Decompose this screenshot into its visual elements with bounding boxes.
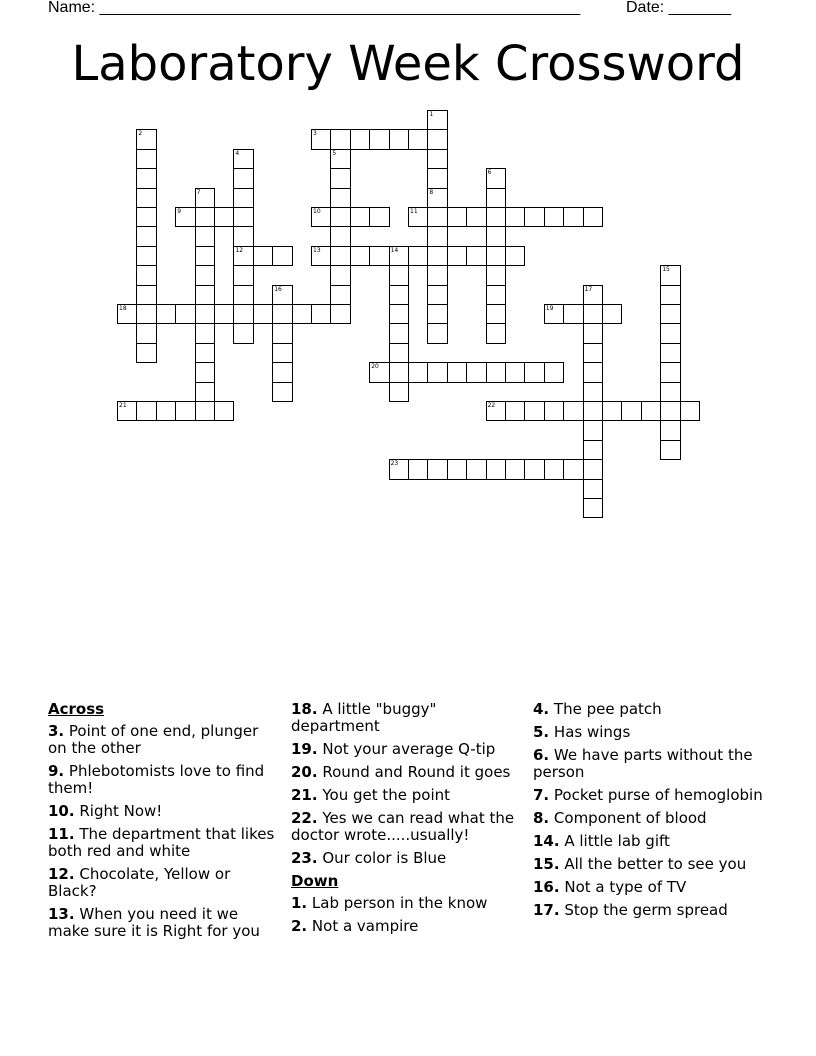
clue-number-label: 13 <box>313 246 321 254</box>
crossword-cell[interactable] <box>136 149 156 169</box>
crossword-cell[interactable] <box>136 285 156 305</box>
crossword-cell[interactable] <box>330 285 350 305</box>
crossword-cell[interactable] <box>175 304 195 324</box>
clue-text: Pocket purse of hemoglobin <box>553 786 763 804</box>
clue-number: 10. <box>48 802 75 820</box>
crossword-cell[interactable] <box>330 265 350 285</box>
clue-number: 11. <box>48 825 75 843</box>
crossword-grid <box>0 0 816 520</box>
clue-number-label: 11 <box>410 208 418 215</box>
clue-section-heading: Down <box>291 872 339 890</box>
crossword-cell[interactable] <box>447 362 467 382</box>
crossword-cell[interactable] <box>466 246 486 266</box>
clue-number-label: 12 <box>235 246 244 254</box>
crossword-cell[interactable] <box>369 246 389 266</box>
crossword-cell[interactable] <box>427 304 447 324</box>
clue-text: The department that likes both red and white <box>48 825 275 860</box>
crossword-cell[interactable] <box>680 401 700 421</box>
clue-column-2 <box>291 701 523 941</box>
crossword-cell[interactable] <box>195 246 215 266</box>
crossword-cell[interactable] <box>214 401 234 421</box>
crossword-cell[interactable] <box>447 459 467 479</box>
crossword-cell[interactable] <box>350 129 370 149</box>
crossword-cell[interactable] <box>330 246 350 266</box>
clue-number: 21. <box>291 786 318 804</box>
clue-text: Point of one end, plunger on the other <box>48 722 259 757</box>
crossword-cell[interactable] <box>486 246 506 266</box>
crossword-cell[interactable] <box>563 304 583 324</box>
crossword-cell[interactable] <box>408 129 428 149</box>
crossword-cell[interactable] <box>214 304 234 324</box>
crossword-cell[interactable] <box>602 304 622 324</box>
clue-number-label: 9 <box>177 208 182 215</box>
crossword-cell[interactable] <box>544 459 564 479</box>
crossword-cell[interactable] <box>253 304 273 324</box>
crossword-cell[interactable] <box>486 304 506 324</box>
crossword-cell[interactable] <box>136 207 156 227</box>
clue-item <box>291 850 523 867</box>
crossword-cell[interactable] <box>486 285 506 305</box>
crossword-cell[interactable] <box>156 401 176 421</box>
crossword-cell[interactable] <box>292 304 312 324</box>
crossword-cell[interactable] <box>195 401 215 421</box>
crossword-cell[interactable] <box>272 362 292 382</box>
crossword-cell[interactable] <box>544 401 564 421</box>
crossword-cell[interactable] <box>330 207 350 227</box>
crossword-cell[interactable] <box>330 129 350 149</box>
crossword-cell[interactable] <box>427 168 447 188</box>
clue-number-label: 16 <box>274 285 282 293</box>
crossword-cell[interactable] <box>621 401 641 421</box>
crossword-cell[interactable] <box>233 323 253 343</box>
clue-item <box>291 918 523 935</box>
crossword-cell[interactable] <box>486 323 506 343</box>
clue-number-label: 7 <box>196 188 201 196</box>
crossword-cell[interactable] <box>389 285 409 305</box>
crossword-cell[interactable] <box>136 226 156 246</box>
crossword-cell[interactable] <box>389 265 409 285</box>
crossword-cell[interactable] <box>505 362 525 382</box>
clue-number-label: 1 <box>429 111 434 118</box>
crossword-cell[interactable] <box>195 323 215 343</box>
crossword-cell[interactable] <box>195 362 215 382</box>
crossword-cell[interactable] <box>233 207 253 227</box>
crossword-cell[interactable] <box>524 207 544 227</box>
clue-item <box>533 724 765 741</box>
crossword-cell[interactable] <box>660 401 680 421</box>
crossword-cell[interactable] <box>486 362 506 382</box>
crossword-cell[interactable] <box>602 401 622 421</box>
clue-item <box>48 803 276 820</box>
crossword-cell[interactable] <box>272 323 292 343</box>
crossword-cell[interactable] <box>505 459 525 479</box>
clue-number-label: 5 <box>332 149 337 157</box>
crossword-cell[interactable] <box>389 362 409 382</box>
date-field[interactable]: Date: _______ <box>626 0 731 16</box>
clue-number: 3. <box>48 722 65 740</box>
clue-item <box>533 902 765 919</box>
clue-item <box>533 856 765 873</box>
crossword-cell[interactable] <box>195 226 215 246</box>
clue-item <box>48 906 276 940</box>
crossword-cell[interactable] <box>272 343 292 363</box>
clue-section-heading: Across <box>48 700 105 718</box>
clue-text: Our color is Blue <box>322 849 447 867</box>
clue-item <box>533 701 765 718</box>
crossword-cell[interactable] <box>136 168 156 188</box>
crossword-cell[interactable] <box>330 226 350 246</box>
crossword-cell[interactable] <box>427 149 447 169</box>
crossword-cell[interactable] <box>389 382 409 402</box>
crossword-cell[interactable] <box>311 304 331 324</box>
clue-number-label: 23 <box>390 460 399 468</box>
crossword-cell[interactable] <box>427 129 447 149</box>
crossword-cell[interactable] <box>389 343 409 363</box>
clue-number: 15. <box>533 855 560 873</box>
crossword-cell[interactable] <box>389 129 409 149</box>
clue-number-label: 17 <box>584 285 593 293</box>
clue-text: Lab person in the know <box>311 894 488 912</box>
clue-item <box>291 741 523 758</box>
crossword-cell[interactable] <box>524 362 544 382</box>
clue-item <box>48 723 276 757</box>
clue-number-label: 4 <box>235 149 240 157</box>
crossword-cell[interactable] <box>583 323 603 343</box>
crossword-cell[interactable] <box>486 207 506 227</box>
crossword-cell[interactable] <box>136 401 156 421</box>
crossword-cell[interactable] <box>505 207 525 227</box>
crossword-cell[interactable] <box>660 285 680 305</box>
crossword-cell[interactable] <box>447 207 467 227</box>
crossword-cell[interactable] <box>583 479 603 499</box>
crossword-cell[interactable] <box>660 343 680 363</box>
crossword-cell[interactable] <box>427 323 447 343</box>
crossword-cell[interactable] <box>233 168 253 188</box>
crossword-cell[interactable] <box>660 440 680 460</box>
clue-text: Yes we can read what the doctor wrote.....usually! <box>291 809 515 844</box>
clue-column-3 <box>533 701 765 925</box>
clue-text: We have parts without the person <box>533 746 753 781</box>
clue-text: A little lab gift <box>564 832 670 850</box>
crossword-cell[interactable] <box>350 207 370 227</box>
clue-item <box>291 895 523 912</box>
clue-text: Chocolate, Yellow or Black? <box>48 865 231 900</box>
clue-number: 7. <box>533 786 550 804</box>
clue-text: Has wings <box>553 723 631 741</box>
crossword-cell[interactable] <box>486 459 506 479</box>
clue-number-label: 20 <box>371 363 379 371</box>
crossword-cell[interactable] <box>427 226 447 246</box>
crossword-cell[interactable] <box>195 285 215 305</box>
crossword-cell[interactable] <box>427 459 447 479</box>
clue-number: 4. <box>533 700 550 718</box>
clue-text: Not a type of TV <box>564 878 687 896</box>
clue-item <box>48 866 276 900</box>
clue-item <box>48 826 276 860</box>
crossword-cell[interactable] <box>563 459 583 479</box>
clue-number: 2. <box>291 917 308 935</box>
clue-number: 19. <box>291 740 318 758</box>
clue-text: When you need it we make sure it is Right for you <box>48 905 260 940</box>
clue-text: Round and Round it goes <box>322 763 511 781</box>
crossword-cell[interactable] <box>408 459 428 479</box>
clue-number: 13. <box>48 905 75 923</box>
crossword-cell[interactable] <box>583 459 603 479</box>
crossword-cell[interactable] <box>505 401 525 421</box>
crossword-cell[interactable] <box>583 362 603 382</box>
clue-text: The pee patch <box>553 700 662 718</box>
clue-text: You get the point <box>322 786 451 804</box>
crossword-cell[interactable] <box>466 459 486 479</box>
clue-number-label: 6 <box>487 169 492 177</box>
crossword-cell[interactable] <box>136 343 156 363</box>
clue-number: 17. <box>533 901 560 919</box>
clue-item <box>291 810 523 844</box>
crossword-cell[interactable] <box>544 362 564 382</box>
crossword-cell[interactable] <box>408 246 428 266</box>
clue-text: Component of blood <box>553 809 707 827</box>
crossword-cell[interactable] <box>175 401 195 421</box>
clue-number-label: 8 <box>429 188 434 196</box>
crossword-cell[interactable] <box>486 265 506 285</box>
crossword-cell[interactable] <box>272 246 292 266</box>
crossword-cell[interactable] <box>466 362 486 382</box>
crossword-cell[interactable] <box>214 207 234 227</box>
crossword-cell[interactable] <box>369 207 389 227</box>
crossword-cell[interactable] <box>447 246 467 266</box>
clue-number: 9. <box>48 762 65 780</box>
crossword-cell[interactable] <box>195 304 215 324</box>
crossword-cell[interactable] <box>195 207 215 227</box>
clue-number-label: 21 <box>119 402 127 409</box>
crossword-cell[interactable] <box>583 401 603 421</box>
clue-item <box>533 833 765 850</box>
crossword-cell[interactable] <box>136 323 156 343</box>
crossword-cell[interactable] <box>583 382 603 402</box>
clue-item <box>291 787 523 804</box>
clue-text: Not a vampire <box>311 917 419 935</box>
crossword-cell[interactable] <box>233 188 253 208</box>
clue-number: 14. <box>533 832 560 850</box>
clue-number: 6. <box>533 746 550 764</box>
crossword-cell[interactable] <box>272 304 292 324</box>
clue-item <box>533 810 765 827</box>
clue-number-label: 3 <box>313 130 317 138</box>
clue-text: A little "buggy" department <box>291 700 437 735</box>
clue-number-label: 22 <box>487 402 496 409</box>
clue-number-label: 18 <box>119 305 127 312</box>
crossword-cell[interactable] <box>136 265 156 285</box>
clue-item <box>291 764 523 781</box>
clue-text: Stop the germ spread <box>564 901 728 919</box>
crossword-cell[interactable] <box>583 304 603 324</box>
crossword-cell[interactable] <box>583 420 603 440</box>
crossword-cell[interactable] <box>427 246 447 266</box>
clue-number: 22. <box>291 809 318 827</box>
clue-number-label: 10 <box>313 208 321 215</box>
crossword-cell[interactable] <box>330 168 350 188</box>
crossword-cell[interactable] <box>544 207 564 227</box>
clue-number: 16. <box>533 878 560 896</box>
clue-item <box>48 763 276 797</box>
crossword-cell[interactable] <box>427 285 447 305</box>
clue-number-label: 2 <box>138 130 143 138</box>
crossword-cell[interactable] <box>466 207 486 227</box>
page-title: Laboratory Week Crossword <box>71 36 745 92</box>
crossword-cell[interactable] <box>195 265 215 285</box>
crossword-cell[interactable] <box>156 304 176 324</box>
clue-number: 8. <box>533 809 550 827</box>
clue-item <box>533 787 765 804</box>
clue-number-label: 19 <box>545 305 554 312</box>
clue-item <box>291 701 523 735</box>
clue-column-1 <box>48 701 276 946</box>
crossword-cell[interactable] <box>427 265 447 285</box>
crossword-cell[interactable] <box>369 129 389 149</box>
clue-number: 20. <box>291 763 318 781</box>
clue-item <box>533 879 765 896</box>
crossword-cell[interactable] <box>486 226 506 246</box>
clue-number: 1. <box>291 894 308 912</box>
crossword-cell[interactable] <box>233 285 253 305</box>
crossword-cell[interactable] <box>253 246 273 266</box>
crossword-cell[interactable] <box>233 304 253 324</box>
crossword-cell[interactable] <box>660 362 680 382</box>
crossword-cell[interactable] <box>583 498 603 518</box>
clue-text: Phlebotomists love to find them! <box>48 762 265 797</box>
crossword-cell[interactable] <box>195 343 215 363</box>
clue-number-label: 15 <box>662 266 670 274</box>
crossword-cell[interactable] <box>486 188 506 208</box>
crossword-cell[interactable] <box>524 459 544 479</box>
clue-number: 23. <box>291 849 318 867</box>
clue-number: 12. <box>48 865 75 883</box>
clue-text: Not your average Q-tip <box>322 740 496 758</box>
crossword-cell[interactable] <box>195 382 215 402</box>
crossword-cell[interactable] <box>524 401 544 421</box>
name-field[interactable]: Name: ______________________________________________________ <box>48 0 581 16</box>
clue-number: 18. <box>291 700 318 718</box>
crossword-cell[interactable] <box>563 401 583 421</box>
clue-number-label: 14 <box>390 246 399 254</box>
crossword-cell[interactable] <box>272 382 292 402</box>
crossword-cell[interactable] <box>505 246 525 266</box>
crossword-cell[interactable] <box>427 207 447 227</box>
crossword-cell[interactable] <box>350 246 370 266</box>
crossword-cell[interactable] <box>389 304 409 324</box>
crossword-cell[interactable] <box>563 207 583 227</box>
clue-item <box>533 747 765 781</box>
crossword-cell[interactable] <box>330 304 350 324</box>
crossword-cell[interactable] <box>660 382 680 402</box>
crossword-cell[interactable] <box>389 323 409 343</box>
crossword-cell[interactable] <box>233 226 253 246</box>
crossword-cell[interactable] <box>583 440 603 460</box>
crossword-cell[interactable] <box>136 246 156 266</box>
crossword-cell[interactable] <box>583 207 603 227</box>
crossword-cell[interactable] <box>583 343 603 363</box>
clue-text: All the better to see you <box>564 855 747 873</box>
crossword-cell[interactable] <box>660 323 680 343</box>
crossword-cell[interactable] <box>408 362 428 382</box>
crossword-cell[interactable] <box>136 304 156 324</box>
clue-text: Right Now! <box>79 802 163 820</box>
crossword-cell[interactable] <box>427 362 447 382</box>
crossword-cell[interactable] <box>660 420 680 440</box>
crossword-cell[interactable] <box>330 188 350 208</box>
clue-number: 5. <box>533 723 550 741</box>
crossword-cell[interactable] <box>136 188 156 208</box>
crossword-cell[interactable] <box>641 401 661 421</box>
crossword-cell[interactable] <box>233 265 253 285</box>
crossword-cell[interactable] <box>660 304 680 324</box>
